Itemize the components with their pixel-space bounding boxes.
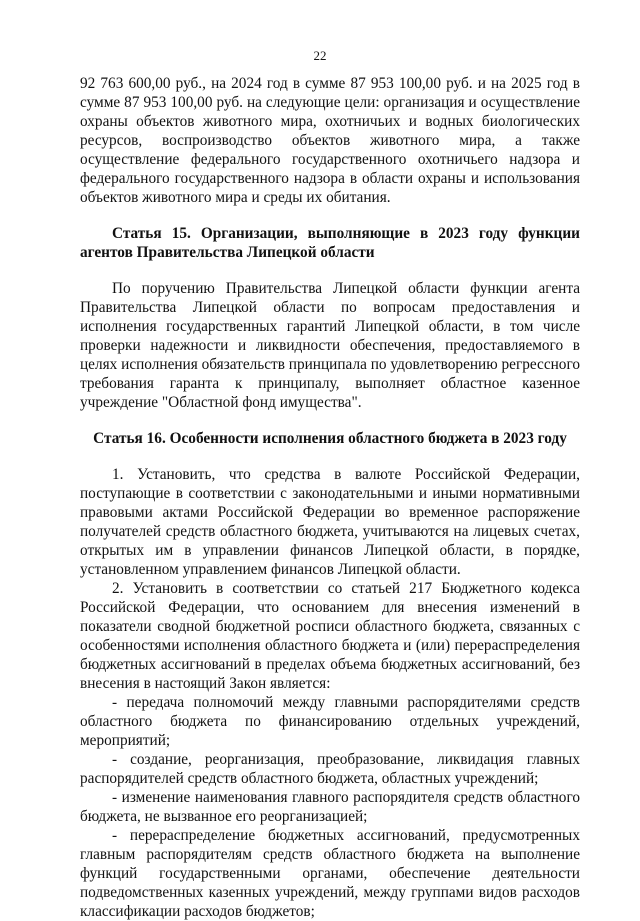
list-item: - создание, реорганизация, преобразование, ликвидация главных распорядителей средств областного бюджета, областных учреждений;	[80, 751, 580, 787]
article-15-text: По поручению Правительства Липецкой области функции агента Правительства Липецкой области по вопросам предоставления и исполнения государственных гарантий Липецкой области, в том числе проверки надежности и ликвидности обеспечения, предоставляемого в целях исполнения обязательств принципала по удовлетворению регрессного требования гаранта к принципалу, выполняет областное казенное учреждение "Областной фонд имущества".	[80, 280, 580, 411]
article-16-section-1: 1. Установить, что средства в валюте Российской Федерации, поступающие в соответствии с законодательными и иными нормативными правовыми актами Российской Федерации во временное распоряжение получателей средств областного бюджета, учитываются на лицевых счетах, открытых им в управлении финансов Липецкой области, в порядке, установленном управлением финансов Липецкой области.	[80, 466, 580, 578]
list-item: - изменение наименования главного распорядителя средств областного бюджета, не вызванное его реорганизацией;	[80, 789, 580, 825]
article-16-section-2: 2. Установить в соответствии со статьей 217 Бюджетного кодекса Российской Федерации, что основанием для внесения изменений в показатели сводной бюджетной росписи областного бюджета, связанных с особенностями исполнения областного бюджета и (или) перераспределения бюджетных ассигнований в пределах объема бюджетных ассигнований, без внесения в настоящий Закон является:	[80, 580, 580, 692]
page-number: 22	[313, 48, 327, 63]
list-item: - передача полномочий между главными распорядителями средств областного бюджета по финансированию отдельных учреждений, мероприятий;	[80, 694, 580, 749]
article-15-heading: Статья 15. Организации, выполняющие в 2023 году функции агентов Правительства Липецкой области	[80, 225, 580, 261]
paragraph-continuation: 92 763 600,00 руб., на 2024 год в сумме 87 953 100,00 руб. и на 2025 год в сумме 87 953 100,00 руб. на следующие цели: организация и осуществление охраны объектов животного мира, охотничьих и водных биологических ресурсов, воспроизводство объектов животного мира, а также осуществление федерального государственного охотничьего надзора и федерального государственного надзора в области охраны и использования объектов животного мира и среды их обитания.	[80, 75, 580, 206]
list-item: - перераспределение бюджетных ассигнований, предусмотренных главным распорядителям средств областного бюджета на выполнение функций государственными органами, обеспечение деятельности подведомственных казенных учреждений, между группами видов расходов классификации расходов бюджетов;	[80, 827, 580, 920]
article-16-heading: Статья 16. Особенности исполнения областного бюджета в 2023 году	[93, 430, 567, 447]
document-body	[80, 74, 580, 921]
